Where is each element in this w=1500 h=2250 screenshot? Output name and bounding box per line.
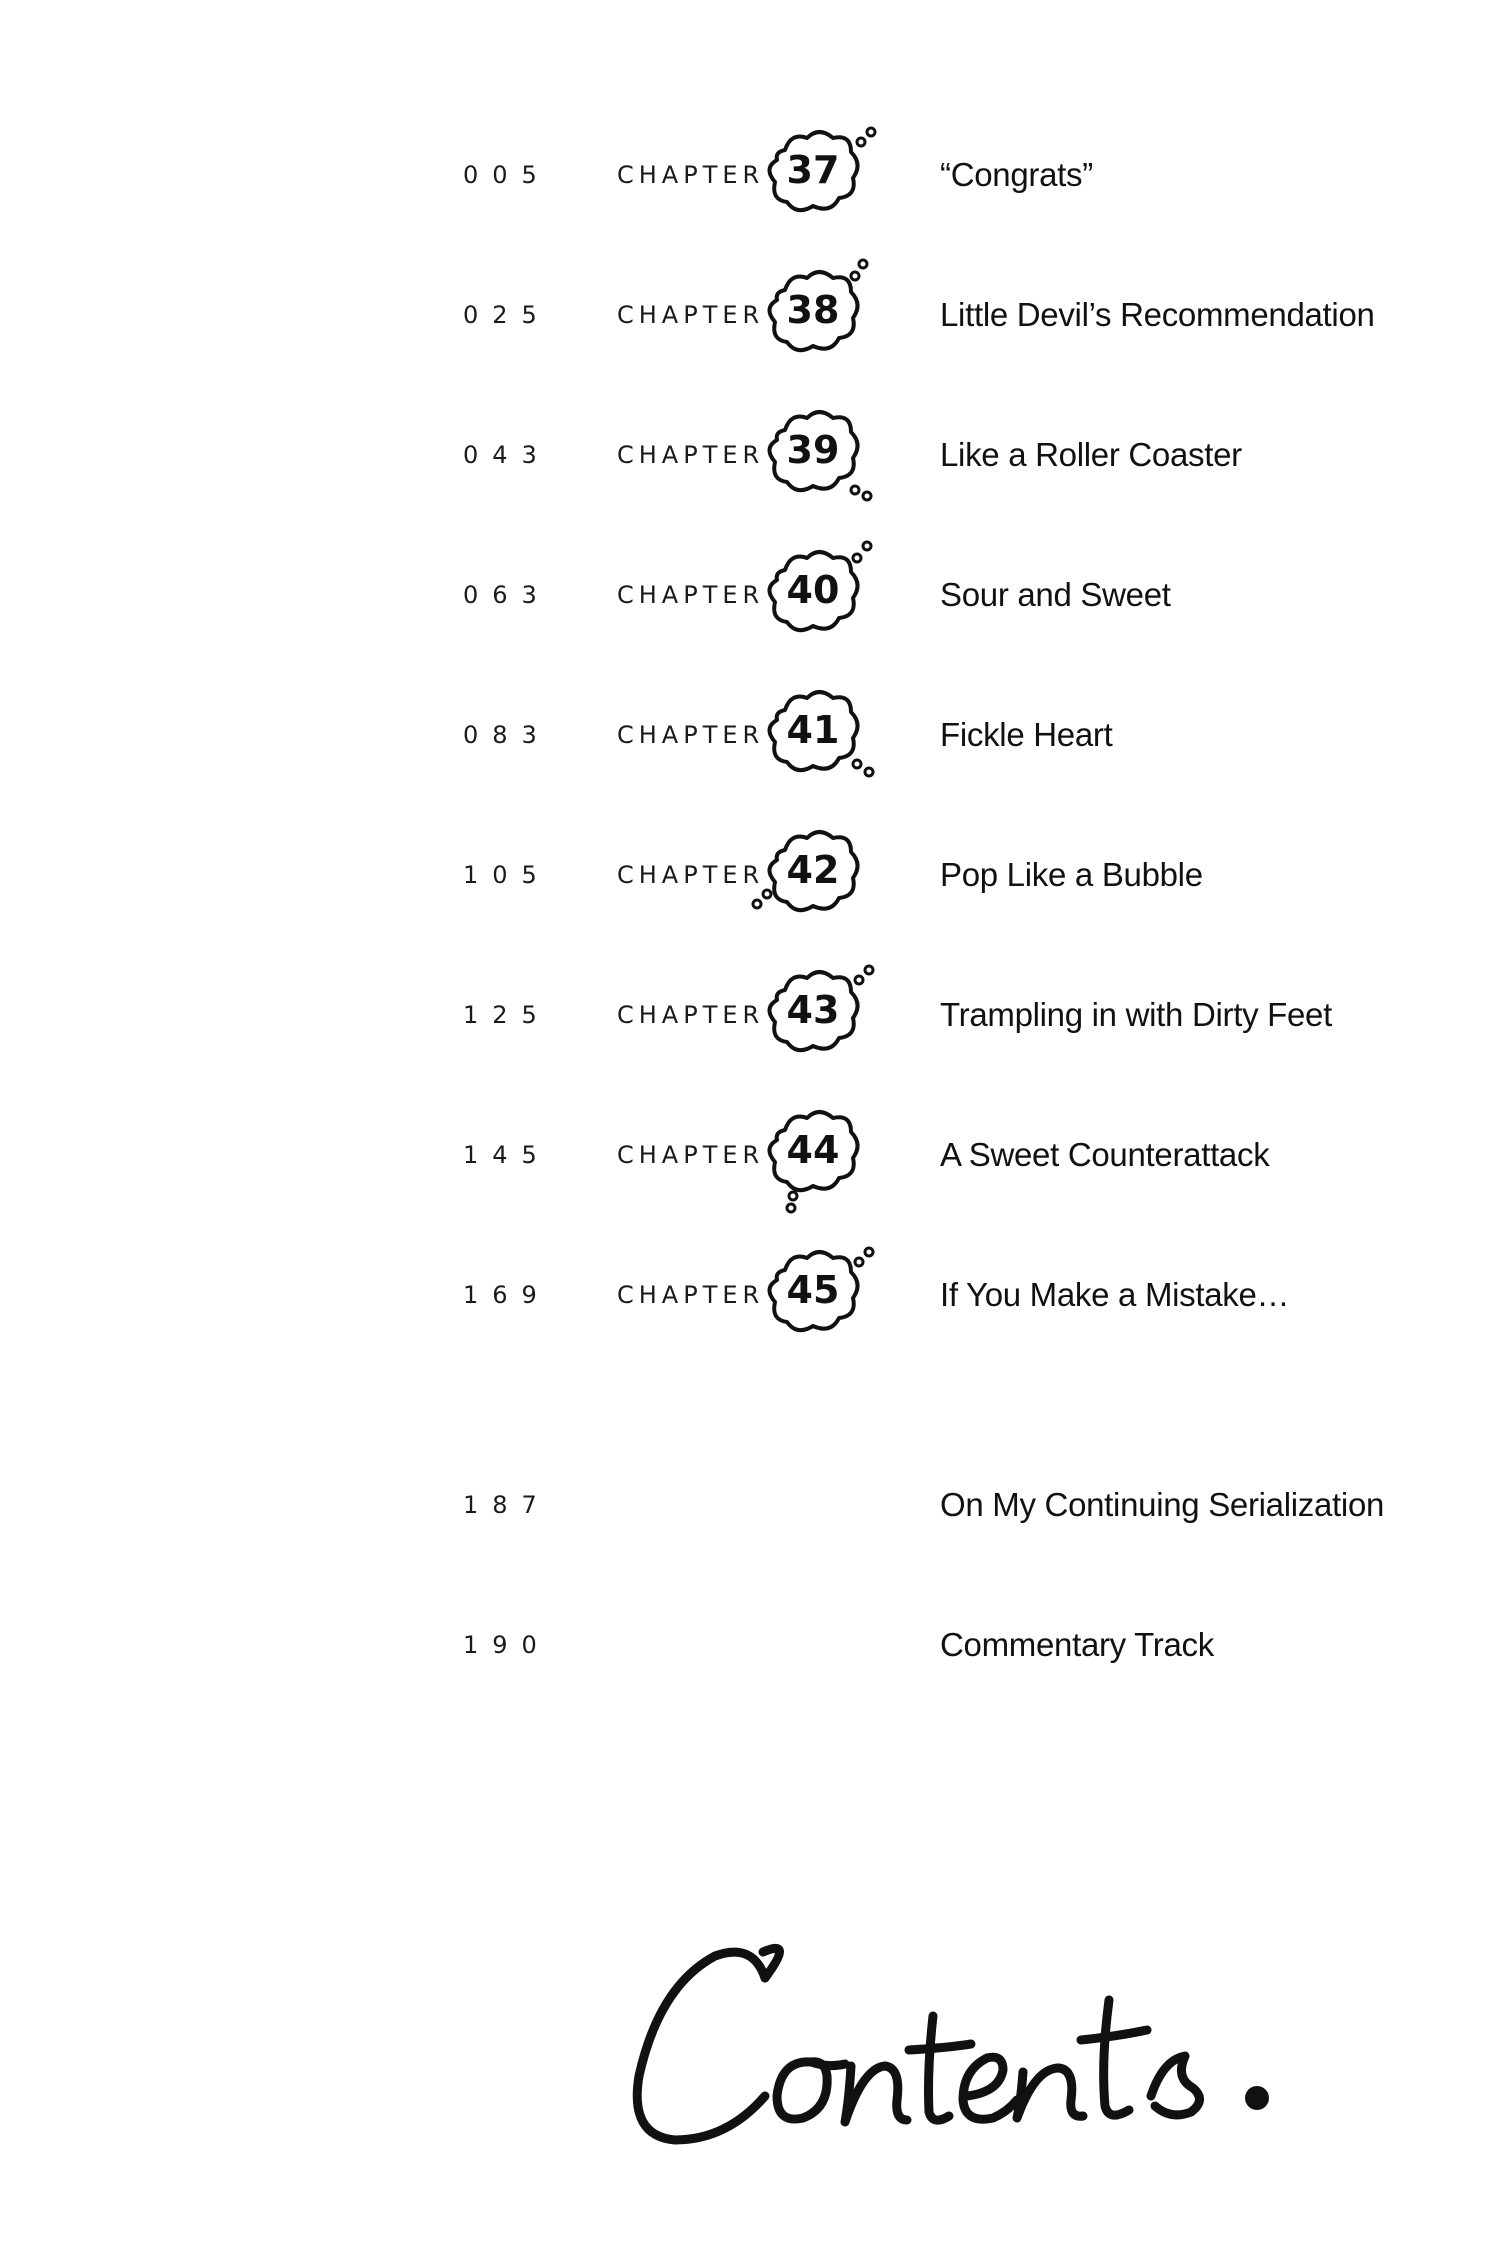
thought-bubble-icon xyxy=(747,680,877,790)
chapter-label: CHAPTER xyxy=(617,1281,765,1309)
page-number: 083 xyxy=(463,721,551,749)
chapter-title: Pop Like a Bubble xyxy=(940,856,1203,893)
chapter-label: CHAPTER xyxy=(617,721,765,749)
chapter-title: “Congrats” xyxy=(940,156,1093,193)
chapter-number: 45 xyxy=(786,1268,840,1312)
thought-bubble-icon xyxy=(747,1240,877,1350)
toc-entry[interactable] xyxy=(0,1105,1500,1205)
page-number: 043 xyxy=(463,441,551,469)
toc-entry[interactable] xyxy=(0,405,1500,505)
chapter-number: 37 xyxy=(786,148,840,192)
page-number: 169 xyxy=(463,1281,551,1309)
chapter-number: 44 xyxy=(786,1128,840,1172)
chapter-title: Like a Roller Coaster xyxy=(940,436,1242,473)
toc-entry[interactable] xyxy=(0,965,1500,1065)
chapter-label: CHAPTER xyxy=(617,1141,765,1169)
chapter-number: 40 xyxy=(786,568,840,612)
toc-entry[interactable] xyxy=(0,685,1500,785)
chapter-title: Sour and Sweet xyxy=(940,576,1171,613)
thought-bubble-icon xyxy=(747,960,877,1070)
page-number: 190 xyxy=(463,1631,551,1659)
section-title: Commentary Track xyxy=(940,1626,1214,1663)
page-number: 105 xyxy=(463,861,551,889)
chapter-label: CHAPTER xyxy=(617,441,765,469)
contents-script-logo xyxy=(615,1900,1375,2200)
page-number: 005 xyxy=(463,161,551,189)
toc-extra-entry[interactable] xyxy=(0,1595,1500,1695)
thought-bubble-icon xyxy=(747,260,877,370)
chapter-number: 42 xyxy=(786,848,840,892)
toc-entry[interactable] xyxy=(0,825,1500,925)
thought-bubble-icon xyxy=(747,400,877,510)
chapter-number: 41 xyxy=(786,708,840,752)
chapter-label: CHAPTER xyxy=(617,581,765,609)
page-number: 187 xyxy=(463,1491,551,1519)
thought-bubble-icon xyxy=(747,1100,877,1210)
thought-bubble-icon xyxy=(747,820,877,930)
thought-bubble-icon xyxy=(747,540,877,650)
chapter-number: 38 xyxy=(786,288,840,332)
page-number: 145 xyxy=(463,1141,551,1169)
chapter-label: CHAPTER xyxy=(617,861,765,889)
chapter-title: Trampling in with Dirty Feet xyxy=(940,996,1332,1033)
chapter-title: If You Make a Mistake… xyxy=(940,1276,1290,1313)
page-number: 025 xyxy=(463,301,551,329)
chapter-number: 43 xyxy=(786,988,840,1032)
toc-entry[interactable] xyxy=(0,125,1500,225)
chapter-title: Fickle Heart xyxy=(940,716,1113,753)
contents-heading xyxy=(615,1900,1375,2200)
chapter-title: A Sweet Counterattack xyxy=(940,1136,1270,1173)
toc-extra-entry[interactable] xyxy=(0,1455,1500,1555)
chapter-number: 39 xyxy=(786,428,840,472)
chapter-label: CHAPTER xyxy=(617,1001,765,1029)
toc-entry[interactable] xyxy=(0,545,1500,645)
toc-entry[interactable] xyxy=(0,265,1500,365)
chapter-label: CHAPTER xyxy=(617,301,765,329)
toc-entry[interactable] xyxy=(0,1245,1500,1345)
page-number: 063 xyxy=(463,581,551,609)
chapter-label: CHAPTER xyxy=(617,161,765,189)
section-title: On My Continuing Serialization xyxy=(940,1486,1385,1523)
chapter-title: Little Devil’s Recommendation xyxy=(940,296,1375,333)
thought-bubble-icon xyxy=(747,120,877,230)
page-number: 125 xyxy=(463,1001,551,1029)
